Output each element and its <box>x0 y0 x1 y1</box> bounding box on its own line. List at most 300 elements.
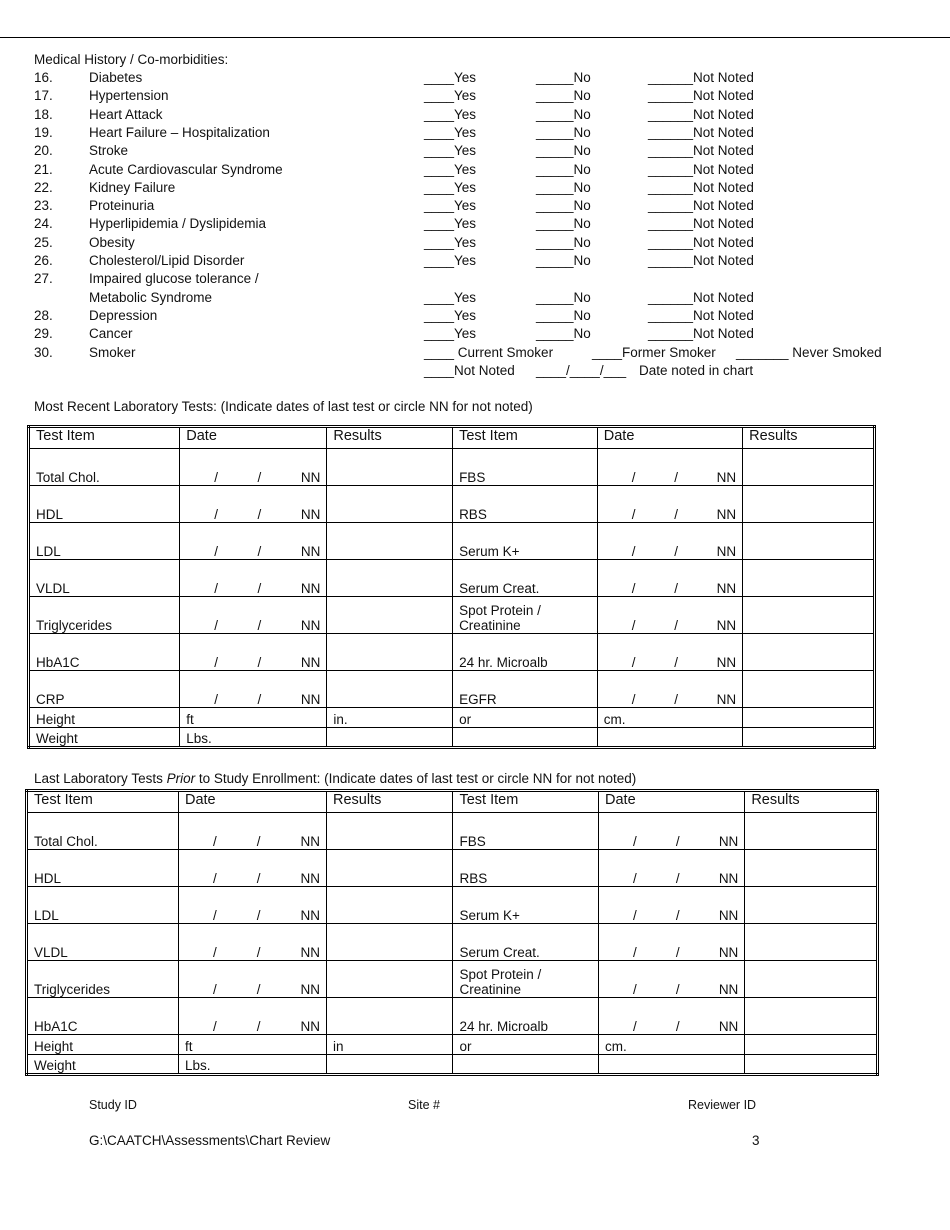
nn-marker[interactable]: NN <box>300 544 321 559</box>
table-row <box>27 813 878 850</box>
yes-blank: ____Yes <box>424 253 477 268</box>
column-header: Test Item <box>453 791 599 813</box>
smoker-date-label: Date noted in chart <box>639 362 754 378</box>
test-item-label: Serum K+ <box>453 887 599 924</box>
date-slash: / <box>256 982 261 997</box>
date-field[interactable] <box>597 634 742 671</box>
date-field[interactable] <box>599 813 745 850</box>
test-item-label: HDL <box>29 486 180 523</box>
result-field[interactable] <box>327 560 453 597</box>
test-item-label: Serum K+ <box>453 523 598 560</box>
height-blank <box>743 708 875 728</box>
date-field[interactable] <box>178 850 326 887</box>
nn-marker[interactable]: NN <box>300 945 320 960</box>
table-row <box>29 560 875 597</box>
date-slash: / <box>257 507 262 522</box>
height-row <box>27 1035 878 1055</box>
no-blank: _____No <box>536 179 591 195</box>
column-header: Date <box>599 791 745 813</box>
yes-blank: ____Yes <box>424 198 477 214</box>
history-item <box>34 143 934 161</box>
date-field[interactable] <box>599 850 745 887</box>
date-field[interactable] <box>597 449 742 486</box>
nn-marker[interactable]: NN <box>300 507 321 522</box>
history-item <box>34 308 934 326</box>
date-slash: / <box>675 945 680 960</box>
file-path: G:\CAATCH\Assessments\Chart Review <box>89 1133 331 1148</box>
item-label: Diabetes <box>89 70 143 85</box>
nn-marker[interactable]: NN <box>718 871 739 886</box>
date-field[interactable] <box>597 523 742 560</box>
not-noted-blank: ______Not Noted <box>648 326 754 342</box>
date-slash: / <box>633 908 637 923</box>
item-number: 17. <box>34 88 53 104</box>
test-item-label: CRP <box>29 671 180 708</box>
nn-marker[interactable]: NN <box>300 692 321 707</box>
history-item <box>34 216 934 234</box>
date-field[interactable] <box>599 961 745 998</box>
date-field[interactable] <box>180 597 327 634</box>
date-field[interactable] <box>597 560 742 597</box>
date-slash: / <box>257 581 262 596</box>
table-row <box>29 449 875 486</box>
result-field[interactable] <box>743 486 875 523</box>
date-slash: / <box>212 871 217 886</box>
former-smoker-blank: ____Former Smoker <box>592 344 716 360</box>
date-slash: / <box>631 581 636 596</box>
item-label: Kidney Failure <box>89 179 176 195</box>
item-label: Impaired glucose tolerance / <box>89 271 259 287</box>
nn-marker[interactable]: NN <box>300 655 321 670</box>
date-slash: / <box>633 834 637 849</box>
result-field[interactable] <box>743 597 875 634</box>
test-item-label: 24 hr. Microalb <box>453 998 599 1035</box>
test-item-label: HbA1C <box>27 998 179 1035</box>
height-ft-field[interactable]: ft <box>180 708 327 728</box>
nn-marker[interactable]: NN <box>716 507 737 522</box>
date-slash: / <box>674 692 678 707</box>
test-item-label: VLDL <box>27 924 179 961</box>
date-slash: / <box>631 655 636 670</box>
history-item <box>34 363 934 381</box>
date-field[interactable] <box>180 449 327 486</box>
height-ft-field[interactable]: ft <box>178 1035 326 1055</box>
not-noted-blank: ______Not Noted <box>648 70 754 85</box>
date-field[interactable] <box>599 924 745 961</box>
date-slash: / <box>214 470 219 485</box>
table-row <box>29 634 875 671</box>
date-slash: / <box>214 544 219 559</box>
result-field[interactable] <box>327 850 453 887</box>
not-noted-blank: ______Not Noted <box>648 179 754 195</box>
not-noted-blank: ______Not Noted <box>648 289 754 305</box>
nn-marker[interactable]: NN <box>300 871 320 886</box>
nn-marker[interactable]: NN <box>716 470 737 485</box>
date-field[interactable] <box>180 560 327 597</box>
item-label: Acute Cardiovascular Syndrome <box>89 161 283 177</box>
item-label: Stroke <box>89 143 129 159</box>
nn-marker[interactable]: NN <box>300 470 321 485</box>
date-field[interactable] <box>178 887 326 924</box>
weight-label: Weight <box>29 728 180 748</box>
date-slash: / <box>674 618 678 633</box>
item-number: 19. <box>34 124 53 140</box>
history-item <box>34 162 934 180</box>
result-field[interactable] <box>327 597 453 634</box>
history-item <box>34 198 934 216</box>
nn-marker[interactable]: NN <box>718 982 739 997</box>
nn-marker[interactable]: NN <box>716 692 737 707</box>
not-noted-blank: ______Not Noted <box>648 216 754 232</box>
yes-blank: ____Yes <box>424 161 477 177</box>
date-slash: / <box>633 1019 637 1034</box>
yes-blank: ____Yes <box>424 143 477 159</box>
test-item-label: 24 hr. Microalb <box>453 634 598 671</box>
table-row <box>29 523 875 560</box>
result-field[interactable] <box>327 449 453 486</box>
date-field[interactable] <box>178 924 326 961</box>
item-number: 28. <box>34 307 53 323</box>
table-row <box>27 850 878 887</box>
table-row <box>27 998 878 1035</box>
current-smoker-blank: ____ Current Smoker <box>424 344 554 360</box>
date-field[interactable] <box>178 961 326 998</box>
column-header: Date <box>597 427 742 449</box>
date-slash: / <box>212 945 217 960</box>
date-slash: / <box>214 507 219 522</box>
height-row <box>29 708 875 728</box>
history-item <box>34 107 934 125</box>
date-slash: / <box>257 655 262 670</box>
item-number: 25. <box>34 234 53 250</box>
weight-blank <box>453 728 598 748</box>
date-slash: / <box>674 470 678 485</box>
date-slash: / <box>256 908 261 923</box>
not-noted-blank: ______Not Noted <box>648 307 754 323</box>
yes-blank: ____Yes <box>424 88 477 104</box>
test-item-label: Triglycerides <box>27 961 179 998</box>
item-label: Heart Attack <box>89 106 163 122</box>
item-label: Smoker <box>89 344 136 360</box>
study-id-label: Study ID <box>89 1098 137 1112</box>
not-noted-blank: ______Not Noted <box>648 234 754 250</box>
result-field[interactable] <box>327 961 453 998</box>
test-item-label: RBS <box>453 850 599 887</box>
column-header: Results <box>327 427 453 449</box>
item-number: 29. <box>34 326 53 342</box>
date-field[interactable] <box>180 634 327 671</box>
not-noted-blank: ______Not Noted <box>648 161 754 177</box>
column-header: Test Item <box>29 427 180 449</box>
weight-blank <box>453 1055 599 1075</box>
table-row <box>29 671 875 708</box>
no-blank: _____No <box>536 234 591 250</box>
date-slash: / <box>257 692 262 707</box>
result-field[interactable] <box>745 813 878 850</box>
not-noted-blank: ______Not Noted <box>648 88 754 104</box>
item-number: 21. <box>34 161 53 177</box>
result-field[interactable] <box>327 486 453 523</box>
no-blank: _____No <box>536 289 591 305</box>
height-in-field[interactable]: in. <box>327 708 453 728</box>
date-field[interactable] <box>180 486 327 523</box>
history-item <box>34 290 934 308</box>
date-field[interactable] <box>180 523 327 560</box>
date-slash: / <box>257 618 262 633</box>
result-field[interactable] <box>327 813 453 850</box>
site-label: Site # <box>408 1098 440 1112</box>
weight-blank <box>327 1055 453 1075</box>
nn-marker[interactable]: NN <box>718 945 739 960</box>
weight-row <box>27 1055 878 1075</box>
item-number: 30. <box>34 344 53 360</box>
date-slash: / <box>674 655 678 670</box>
height-cm-field[interactable]: cm. <box>599 1035 745 1055</box>
table-row <box>29 486 875 523</box>
item-number: 18. <box>34 106 53 122</box>
item-label: Hypertension <box>89 88 169 104</box>
date-slash: / <box>631 470 636 485</box>
date-slash: / <box>256 1019 261 1034</box>
result-field[interactable] <box>327 523 453 560</box>
test-item-label: Spot Protein / Creatinine <box>453 597 598 634</box>
result-field[interactable] <box>743 449 875 486</box>
weight-row <box>29 728 875 748</box>
item-number: 27. <box>34 271 53 287</box>
date-slash: / <box>633 871 637 886</box>
date-slash: / <box>214 692 219 707</box>
not-noted-blank: ______Not Noted <box>648 143 754 159</box>
yes-blank: ____Yes <box>424 289 477 305</box>
date-slash: / <box>257 544 262 559</box>
height-in-field[interactable]: in <box>327 1035 453 1055</box>
yes-blank: ____Yes <box>424 124 477 140</box>
yes-blank: ____Yes <box>424 106 477 122</box>
date-field[interactable] <box>599 998 745 1035</box>
result-field[interactable] <box>745 887 878 924</box>
prior-title-pre: Last Laboratory Tests <box>34 771 167 786</box>
result-field[interactable] <box>743 560 875 597</box>
no-blank: _____No <box>536 143 591 159</box>
table-row <box>27 924 878 961</box>
not-noted-blank: ______Not Noted <box>648 124 754 140</box>
date-slash: / <box>631 692 636 707</box>
date-slash: / <box>674 544 678 559</box>
date-slash: / <box>675 908 680 923</box>
date-field[interactable] <box>178 998 326 1035</box>
date-slash: / <box>675 834 680 849</box>
date-slash: / <box>256 871 261 886</box>
date-slash: / <box>212 982 217 997</box>
date-field[interactable] <box>599 887 745 924</box>
date-slash: / <box>631 507 636 522</box>
date-field[interactable] <box>597 486 742 523</box>
nn-marker[interactable]: NN <box>300 581 321 596</box>
column-header: Date <box>178 791 326 813</box>
nn-marker[interactable]: NN <box>718 1019 739 1034</box>
height-label: Height <box>27 1035 179 1055</box>
nn-marker[interactable]: NN <box>718 908 739 923</box>
nn-marker[interactable]: NN <box>300 982 320 997</box>
nn-marker[interactable]: NN <box>300 1019 320 1034</box>
test-item-label: FBS <box>453 449 598 486</box>
result-field[interactable] <box>327 924 453 961</box>
history-item <box>34 253 934 271</box>
history-item <box>34 326 934 344</box>
date-slash: / <box>214 655 219 670</box>
column-header: Results <box>745 791 878 813</box>
table-row <box>27 961 878 998</box>
no-blank: _____No <box>536 106 591 122</box>
height-label: Height <box>29 708 180 728</box>
recent-labs-table <box>27 425 876 749</box>
no-blank: _____No <box>536 216 591 232</box>
weight-blank <box>745 1055 878 1075</box>
medical-history-title: Medical History / Co-morbidities: <box>34 52 229 67</box>
date-slash: / <box>212 908 217 923</box>
not-noted-blank: ______Not Noted <box>648 106 754 122</box>
test-item-label: EGFR <box>453 671 598 708</box>
prior-labs-title <box>34 771 636 786</box>
top-rule <box>0 37 950 38</box>
result-field[interactable] <box>745 924 878 961</box>
no-blank: _____No <box>536 253 591 268</box>
result-field[interactable] <box>327 998 453 1035</box>
yes-blank: ____Yes <box>424 216 477 232</box>
test-item-label: Total Chol. <box>29 449 180 486</box>
weight-blank <box>327 728 453 748</box>
history-item <box>34 345 934 363</box>
weight-blank <box>599 1055 745 1075</box>
date-slash: / <box>674 581 678 596</box>
no-blank: _____No <box>536 161 591 177</box>
date-field[interactable] <box>180 671 327 708</box>
date-slash: / <box>257 470 262 485</box>
date-slash: / <box>631 544 636 559</box>
result-field[interactable] <box>743 634 875 671</box>
column-header: Date <box>180 427 327 449</box>
test-item-label: Spot Protein / Creatinine <box>453 961 599 998</box>
column-header: Test Item <box>453 427 598 449</box>
weight-blank <box>597 728 742 748</box>
no-blank: _____No <box>536 124 591 140</box>
page-number: 3 <box>752 1133 760 1148</box>
item-number: 20. <box>34 143 53 159</box>
date-slash: / <box>675 871 680 886</box>
no-blank: _____No <box>536 198 591 214</box>
date-slash: / <box>212 834 217 849</box>
item-label: Cholesterol/Lipid Disorder <box>89 253 245 268</box>
item-label: Metabolic Syndrome <box>89 289 213 305</box>
date-slash: / <box>633 982 637 997</box>
test-item-label: FBS <box>453 813 599 850</box>
history-item <box>34 70 934 88</box>
nn-marker[interactable]: NN <box>716 655 737 670</box>
nn-marker[interactable]: NN <box>718 834 739 849</box>
result-field[interactable] <box>745 998 878 1035</box>
test-item-label: Serum Creat. <box>453 560 598 597</box>
test-item-label: RBS <box>453 486 598 523</box>
column-header: Results <box>743 427 875 449</box>
height-blank <box>745 1035 878 1055</box>
table-row <box>29 597 875 634</box>
yes-blank: ____Yes <box>424 179 477 195</box>
prior-title-post: to Study Enrollment: (Indicate dates of last test or circle NN for not noted) <box>195 771 637 786</box>
table-header-row <box>29 427 875 449</box>
date-slash: / <box>256 945 261 960</box>
no-blank: _____No <box>536 326 591 342</box>
prior-title-em: Prior <box>166 771 196 786</box>
item-label: Cancer <box>89 326 133 342</box>
recent-labs-title: Most Recent Laboratory Tests: (Indicate dates of last test or circle NN for not noted) <box>34 399 533 414</box>
height-cm-field[interactable]: cm. <box>597 708 742 728</box>
item-label: Heart Failure – Hospitalization <box>89 124 270 140</box>
test-item-label: VLDL <box>29 560 180 597</box>
item-number: 16. <box>34 70 53 85</box>
weight-lbs-field[interactable]: Lbs. <box>178 1055 326 1075</box>
history-item <box>34 125 934 143</box>
result-field[interactable] <box>327 671 453 708</box>
result-field[interactable] <box>327 634 453 671</box>
test-item-label: HbA1C <box>29 634 180 671</box>
date-field[interactable] <box>597 671 742 708</box>
smoker-date-blank: ____/____/___ <box>536 362 627 378</box>
result-field[interactable] <box>327 887 453 924</box>
date-field[interactable] <box>597 597 742 634</box>
date-slash: / <box>633 945 637 960</box>
test-item-label: HDL <box>27 850 179 887</box>
weight-lbs-field[interactable]: Lbs. <box>180 728 327 748</box>
history-item <box>34 180 934 198</box>
result-field[interactable] <box>743 671 875 708</box>
result-field[interactable] <box>745 850 878 887</box>
nn-marker[interactable]: NN <box>300 908 320 923</box>
item-label: Proteinuria <box>89 198 155 214</box>
date-slash: / <box>631 618 636 633</box>
date-field[interactable] <box>178 813 326 850</box>
result-field[interactable] <box>743 523 875 560</box>
date-slash: / <box>214 618 219 633</box>
nn-marker[interactable]: NN <box>300 834 320 849</box>
nn-marker[interactable]: NN <box>300 618 321 633</box>
table-header-row <box>27 791 878 813</box>
prior-labs-table <box>25 789 879 1076</box>
nn-marker[interactable]: NN <box>716 581 737 596</box>
date-slash: / <box>212 1019 217 1034</box>
smoker-not-noted-blank: ____Not Noted <box>424 362 515 378</box>
history-item <box>34 235 934 253</box>
item-label: Obesity <box>89 234 135 250</box>
date-slash: / <box>675 1019 680 1034</box>
nn-marker[interactable]: NN <box>716 618 737 633</box>
column-header: Test Item <box>27 791 179 813</box>
item-label: Depression <box>89 307 158 323</box>
item-number: 22. <box>34 179 53 195</box>
test-item-label: Serum Creat. <box>453 924 599 961</box>
date-slash: / <box>675 982 680 997</box>
yes-blank: ____Yes <box>424 234 477 250</box>
not-noted-blank: ______Not Noted <box>648 253 754 268</box>
yes-blank: ____Yes <box>424 326 477 342</box>
nn-marker[interactable]: NN <box>716 544 737 559</box>
item-number: 24. <box>34 216 53 232</box>
no-blank: _____No <box>536 88 591 104</box>
result-field[interactable] <box>745 961 878 998</box>
item-number: 23. <box>34 198 53 214</box>
item-number: 26. <box>34 253 53 268</box>
test-item-label: LDL <box>27 887 179 924</box>
weight-blank <box>743 728 875 748</box>
